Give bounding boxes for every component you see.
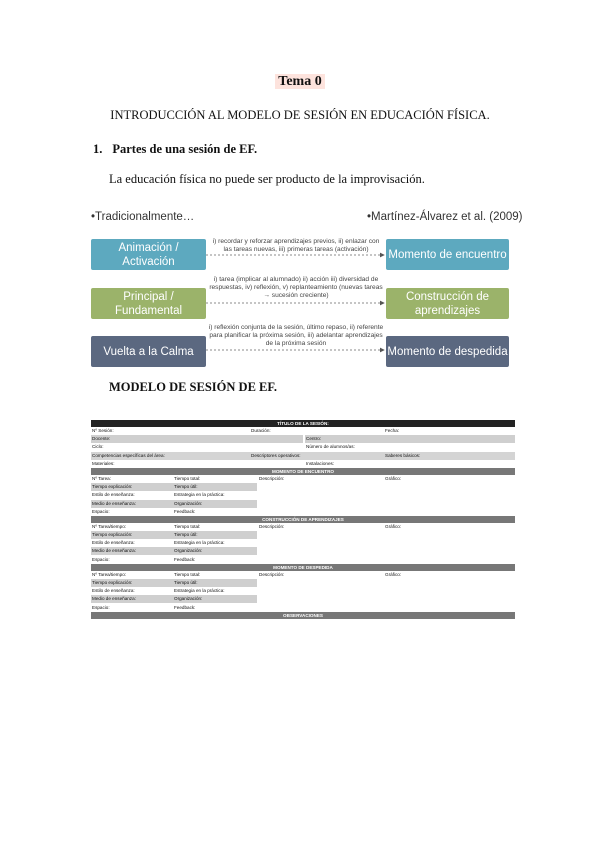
form-row bbox=[91, 539, 515, 547]
field-strategy: Estrategia en la práctica: bbox=[174, 588, 225, 594]
section-construccion-header: CONSTRUCCIÓN DE APRENDIZAJES bbox=[91, 516, 515, 523]
field-teaching-medium: Medio de enseñanza: bbox=[92, 596, 136, 602]
field-competencies: Competencias específicas del área: bbox=[92, 452, 165, 458]
form-row bbox=[91, 508, 515, 516]
box-animacion: Animación / Activación bbox=[91, 239, 206, 270]
form-row bbox=[91, 475, 515, 483]
document-subtitle: INTRODUCCIÓN AL MODELO DE SESIÓN EN EDUCACIÓN FÍSICA. bbox=[110, 108, 490, 122]
form-row bbox=[91, 556, 515, 564]
intro-paragraph: La educación física no puede ser producto de la improvisación. bbox=[109, 172, 425, 186]
field-graphic: Gráfico: bbox=[385, 523, 402, 529]
form-row bbox=[91, 491, 515, 499]
form-row-4 bbox=[91, 452, 515, 460]
field-task: Nº Tarea/tiempo: bbox=[92, 523, 127, 529]
field-description: Descripción: bbox=[259, 571, 285, 577]
field-materials: Materiales: bbox=[92, 460, 115, 466]
form-row bbox=[91, 531, 515, 539]
document-title: Tema 0 bbox=[0, 74, 600, 90]
box-momento-encuentro: Momento de encuentro bbox=[386, 239, 509, 270]
field-feedback: Feedback: bbox=[174, 556, 196, 562]
author-label: •Martínez-Álvarez et al. (2009) bbox=[367, 211, 523, 223]
form-row bbox=[91, 587, 515, 595]
field-task: Nº Tarea/tiempo: bbox=[92, 571, 127, 577]
field-students: Número de alumnos/as: bbox=[306, 444, 355, 450]
form-row bbox=[91, 523, 515, 531]
form-row bbox=[91, 604, 515, 612]
field-organization: Organización: bbox=[174, 596, 203, 602]
field-school: Centro: bbox=[306, 436, 322, 442]
field-explanation-time: Tiempo explicación: bbox=[92, 484, 133, 490]
field-teaching-style: Estilo de enseñanza: bbox=[92, 540, 135, 546]
field-teaching-medium: Medio de enseñanza: bbox=[92, 548, 136, 554]
field-teacher: Docente: bbox=[92, 436, 111, 442]
form-row-5 bbox=[91, 460, 515, 468]
field-total-time: Tiempo total: bbox=[174, 475, 201, 481]
field-useful-time: Tiempo útil: bbox=[174, 532, 198, 538]
box-principal: Principal / Fundamental bbox=[91, 288, 206, 319]
form-row bbox=[91, 595, 515, 603]
field-descriptors: Descriptores operativos: bbox=[251, 452, 301, 458]
field-duration: Duración: bbox=[251, 428, 271, 433]
field-facilities: Instalaciones: bbox=[306, 460, 335, 466]
box-construccion: Construcción de aprendizajes bbox=[386, 288, 509, 319]
box-momento-despedida: Momento de despedida bbox=[386, 336, 509, 367]
field-explanation-time: Tiempo explicación: bbox=[92, 532, 133, 538]
form-row bbox=[91, 483, 515, 491]
field-teaching-style: Estilo de enseñanza: bbox=[92, 492, 135, 498]
field-feedback: Feedback: bbox=[174, 508, 196, 514]
form-row bbox=[91, 500, 515, 508]
field-total-time: Tiempo total: bbox=[174, 523, 201, 529]
field-description: Descripción: bbox=[259, 523, 285, 529]
field-space: Espacio: bbox=[92, 604, 110, 610]
traditional-label: •Tradicionalmente… bbox=[91, 211, 195, 223]
form-row-3 bbox=[91, 443, 515, 451]
form-row-2 bbox=[91, 435, 515, 443]
field-teaching-style: Estilo de enseñanza: bbox=[92, 588, 135, 594]
field-date: Fecha: bbox=[385, 428, 400, 433]
field-knowledge: Saberes básicos: bbox=[385, 452, 421, 458]
field-useful-time: Tiempo útil: bbox=[174, 484, 198, 490]
session-form bbox=[91, 420, 515, 619]
field-graphic: Gráfico: bbox=[385, 475, 402, 481]
field-feedback: Feedback: bbox=[174, 604, 196, 610]
section-despedida-header: MOMENTO DE DESPEDIDA bbox=[91, 564, 515, 571]
note-construccion: i) tarea (implicar al alumnado) ii) acción iii) diversidad de respuestas, iv) reflexión, v) replanteamiento (nuevas tareas → sucesión creciente) bbox=[209, 276, 383, 299]
field-description: Descripción: bbox=[259, 475, 285, 481]
field-strategy: Estrategia en la práctica: bbox=[174, 492, 225, 498]
form-row bbox=[91, 547, 515, 555]
box-vuelta-calma: Vuelta a la Calma bbox=[91, 336, 206, 367]
field-total-time: Tiempo total: bbox=[174, 571, 201, 577]
field-cycle: Ciclo: bbox=[92, 444, 104, 450]
field-task: Nº Tarea: bbox=[92, 475, 111, 481]
note-despedida: i) reflexión conjunta de la sesión, último repaso, ii) referente para planificar la próxima sesión, iii) adelantar aprendizajes de la próxima sesión bbox=[208, 324, 384, 347]
field-teaching-medium: Medio de enseñanza: bbox=[92, 500, 136, 506]
field-strategy: Estrategia en la práctica: bbox=[174, 540, 225, 546]
section-encuentro-header: MOMENTO DE ENCUENTRO bbox=[91, 468, 515, 475]
field-space: Espacio: bbox=[92, 556, 110, 562]
field-useful-time: Tiempo útil: bbox=[174, 580, 198, 585]
section-title: Partes de una sesión de EF. bbox=[112, 142, 258, 156]
field-session-number: Nº Sesión: bbox=[92, 428, 114, 433]
model-title: MODELO DE SESIÓN DE EF. bbox=[109, 380, 277, 394]
form-header: TÍTULO DE LA SESIÓN: bbox=[91, 420, 515, 427]
field-organization: Organización: bbox=[174, 548, 203, 554]
form-row bbox=[91, 571, 515, 579]
section-number: 1. bbox=[93, 142, 103, 156]
field-organization: Organización: bbox=[174, 500, 203, 506]
note-encuentro: i) recordar y reforzar aprendizajes previos, ii) enlazar con las tareas nuevas, iii) primeras tareas (activación) bbox=[212, 238, 380, 253]
observations-header: OBSERVACIONES bbox=[91, 612, 515, 619]
field-graphic: Gráfico: bbox=[385, 571, 402, 577]
form-row bbox=[91, 579, 515, 587]
form-row-1 bbox=[91, 427, 515, 435]
field-explanation-time: Tiempo explicación: bbox=[92, 580, 133, 585]
field-space: Espacio: bbox=[92, 508, 110, 514]
